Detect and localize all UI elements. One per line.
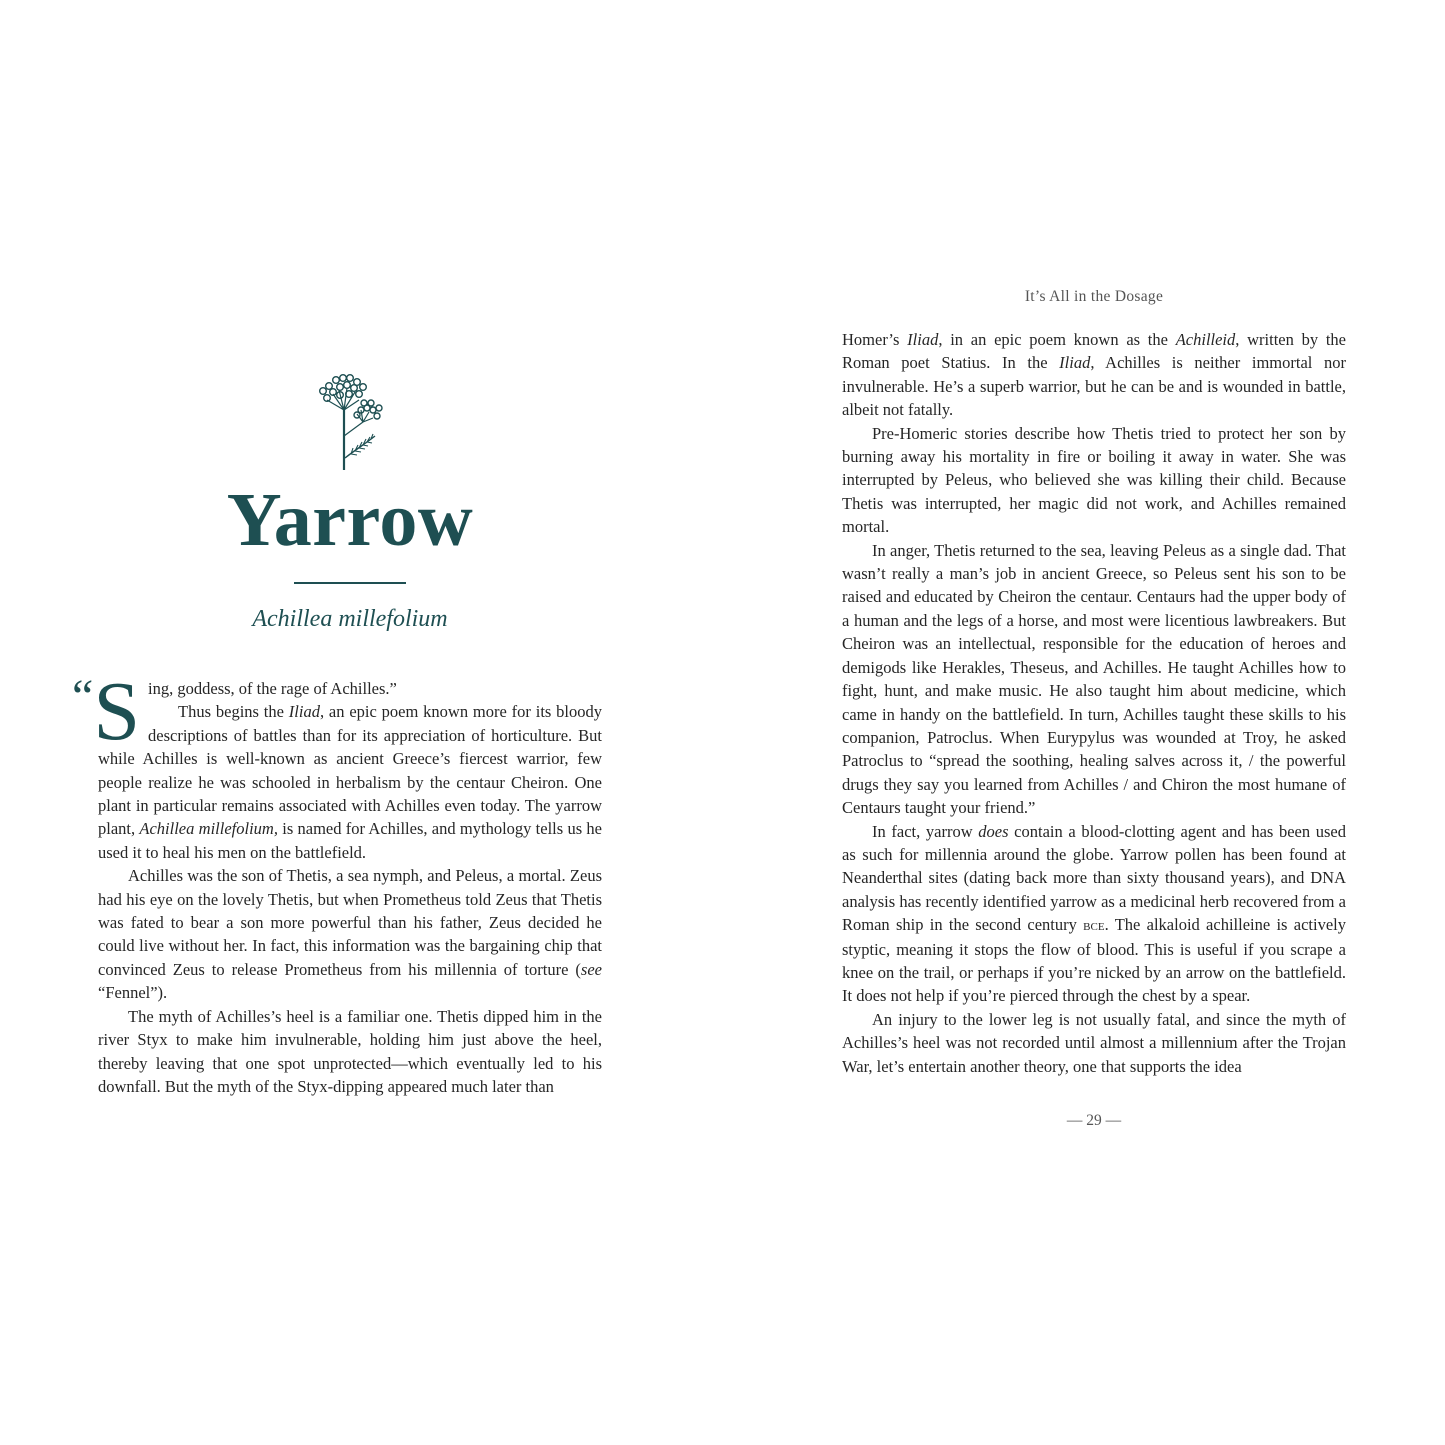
italic-title: Iliad — [288, 702, 320, 722]
running-head: It’s All in the Dosage — [1024, 288, 1164, 305]
text-span: , written by the Roman poet Statius. In the — [842, 330, 1346, 373]
text-span: Thus begins the — [178, 702, 289, 722]
text-span: , Achilles is neither immortal nor invulnerable. He’s a superb warrior, but he can be and is wounded in battle, albeit not fatally. — [842, 353, 1346, 420]
yarrow-plant-icon — [311, 370, 401, 472]
italic-does: does — [978, 821, 1009, 841]
text-span: . The alkaloid achilleine is actively styptic, meaning it stops the flow of blood. This is useful if you scrape a knee on the trail, or perhaps if you’re nicked by an arrow on the battlefield. It does not help if you’re pierced through the chest by a spear. — [842, 915, 1346, 1006]
drop-cap — [72, 665, 141, 758]
chapter-title: Yarrow — [226, 478, 474, 562]
paragraph-heel: The myth of Achilles’s heel is a familiar one. Thetis dipped him in the river Styx to make him invulnerable, holding him just above the heel, thereby leaving that one spot unprotected—which eventually led to his downfall. But the myth of the Styx-dipping appeared much later than — [98, 1006, 602, 1096]
italic-title: Iliad — [907, 330, 939, 349]
paragraph-cheiron: In anger, Thetis returned to the sea, leaving Peleus as a single dad. That wasn’t really a man’s job in ancient Greece, so Peleus sent his son to be raised and educated by Cheiron the centaur. Centaurs had the upper body of a human and the legs of a horse, and most were licentious lawbreakers. But Cheiron was an intellectual, responsible for the education of heroes and demigods like Herakles, Theseus, and Achilles. He taught Achilles how to fight, hunt, and make music. He also taught him about medicine, which came in handy on the battlefield. In turn, Achilles taught these skills to his companion, Patroclus. When Eurypylus was wounded at Troy, he asked Patroclus to “spread the soothing, healing salves across it, / the powerful drugs they say you learned from Achilles / and Chiron the most humane of Centaurs taught your friend.” — [842, 540, 1346, 818]
right-body-text — [842, 328, 1346, 1078]
text-span: , in an epic poem known as the — [938, 330, 1176, 349]
paragraph-injury: An injury to the lower leg is not usually fatal, and since the myth of Achilles’s heel was not recorded until almost a millennium after the Trojan War, let’s entertain another theory, one that supports the idea — [842, 1009, 1346, 1076]
italic-title: Iliad — [1059, 353, 1091, 373]
left-page — [72, 370, 602, 1098]
text-span: Achilles was the son of Thetis, a sea nymph, and Peleus, a mortal. Zeus had his eye on the lovely Thetis, but when Prometheus told Zeus that Thetis was fated to bear a son more powerful than his father, Zeus decided he could live without her. In fact, this information was the bargaining chip that convinced Zeus to release Prometheus from his millennia of torture ( — [98, 866, 602, 979]
italic-see: see — [580, 959, 602, 979]
italic-title: Achilleid — [1175, 330, 1236, 349]
text-span: “Fennel”). — [98, 983, 168, 1003]
page-number: — 29 — — [1066, 1112, 1122, 1129]
text-span: Homer’s — [842, 330, 908, 349]
left-body-text — [72, 665, 602, 1098]
paragraph-pre-homeric: Pre-Homeric stories describe how Thetis tried to protect her son by burning away his mortality in fire or boiling it away in water. She was interrupted by Peleus, who believed she was killing their child. Because Thetis was interrupted, her magic did not work, and Achilles remained mortal. — [842, 423, 1346, 537]
paragraph-thetis — [98, 864, 602, 1004]
smallcaps-bce: bce — [1083, 917, 1105, 935]
text-span: is named for Achilles, and mythology tells us he used it to heal his men on the battlefield. — [98, 819, 602, 862]
text-span: , an epic poem known more for its bloody descriptions of battles than for its appreciation of horticulture. But while Achilles is well-known as ancient Greece’s fiercest warrior, few people realize he was schooled in herbalism by the centaur Cheiron. One plant in particular remains associated with Achilles even today. The yarrow plant, — [98, 702, 602, 839]
paragraph-homer — [842, 328, 1346, 422]
italic-latin-name: Achillea millefolium, — [139, 819, 278, 839]
title-divider — [294, 582, 406, 584]
paragraph-opening — [72, 665, 602, 864]
right-page — [842, 288, 1346, 1130]
paragraph-blood-clotting — [842, 820, 1346, 1008]
text-span: contain a blood-clotting agent and has been used as such for millennia around the globe. Yarrow pollen has been found at Neanderthal sites (dating back more than sixty thousand years), and DNA analysis has recently identified yarrow as a medicinal herb recovered from a Roman ship in the second century — [842, 821, 1346, 935]
drop-cap-quote: “ — [72, 670, 94, 723]
opening-line: ing, goddess, of the rage of Achilles.” — [148, 679, 397, 698]
latin-name-subtitle: Achillea millefolium — [252, 606, 448, 632]
drop-cap-letter: S — [93, 665, 141, 758]
text-span: In fact, yarrow — [872, 821, 979, 841]
